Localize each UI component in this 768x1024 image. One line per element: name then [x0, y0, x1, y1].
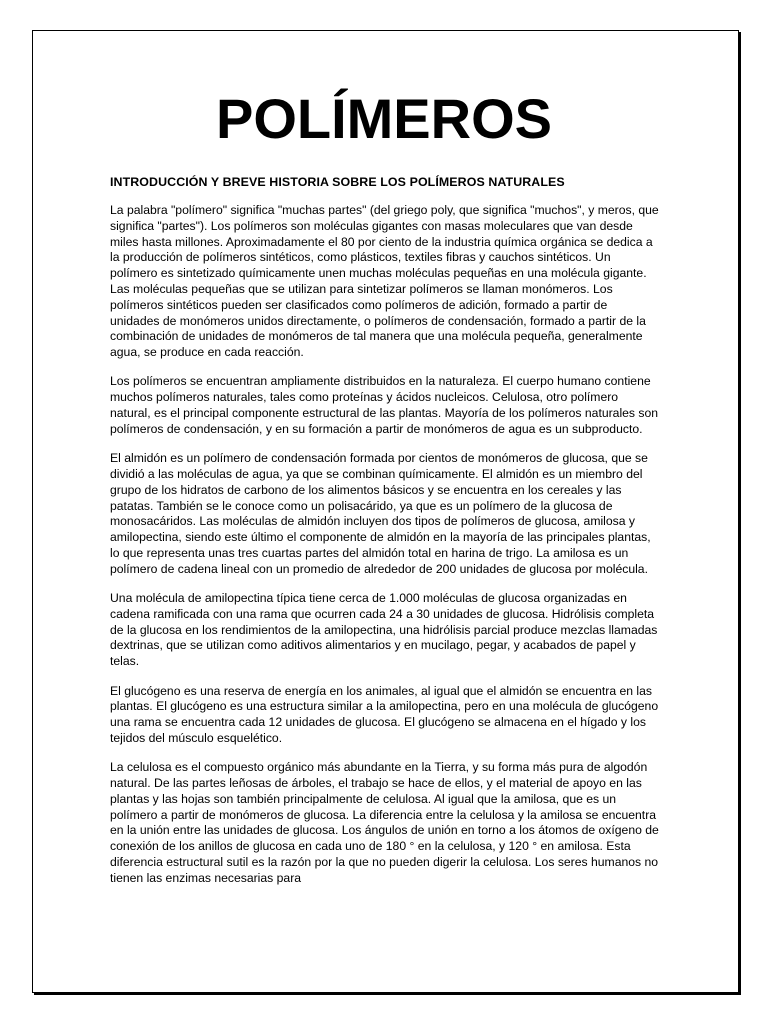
document-body	[110, 174, 660, 887]
paragraph-definition: La palabra "polímero" significa "muchas partes" (del griego poly, que significa "muchos", y meros, que significa "partes"). Los polímeros son moléculas gigantes con masas moleculares que van desde miles hasta millones. Aproximadamente el 80 por ciento de la industria química orgánica se dedica a la producción de polímeros sintéticos, como plásticos, textiles fibras y cauchos sintéticos. Un polímero es sintetizado químicamente unen muchas moléculas pequeñas en una molécula gigante. Las moléculas pequeñas que se utilizan para sintetizar polímeros se llaman monómeros. Los polímeros sintéticos pueden ser clasificados como polímeros de adición, formado a partir de unidades de monómeros unidos directamente, o polímeros de condensación, formado a partir de la combinación de unidades de monómeros de tal manera que una molécula pequeña, generalmente agua, se produce en cada reacción.	[110, 203, 659, 360]
section-heading: INTRODUCCIÓN Y BREVE HISTORIA SOBRE LOS POLÍMEROS NATURALES	[110, 175, 565, 189]
document-title: POLÍMEROS	[215, 87, 553, 150]
paragraph-cellulose: La celulosa es el compuesto orgánico más abundante en la Tierra, y su forma más pura de algodón natural. De las partes leñosas de árboles, el trabajo se hace de ellos, y el material de apoyo en las plantas y las hojas son también principalmente de celulosa. Al igual que la amilosa, que es un polímero a partir de monómeros de glucosa. La diferencia entre la celulosa y la amilosa se encuentra en la unión entre las unidades de glucosa. Los ángulos de unión en torno a los átomos de oxígeno de conexión de los anillos de glucosa en cada uno de 180 ° en la celulosa, y 120 ° en amilosa. Esta diferencia estructural sutil es la razón por la que no pueden digerir la celulosa. Los seres humanos no tienen las enzimas necesarias para	[110, 760, 659, 885]
paragraph-starch: El almidón es un polímero de condensación formada por cientos de monómeros de glucosa, que se dividió a las moléculas de agua, ya que se combinan químicamente. El almidón es un miembro del grupo de los hidratos de carbono de los alimentos básicos y se encuentra en los cereales y las patatas. También se le conoce como un polisacárido, ya que es un polímero de la glucosa de monosacáridos. Las moléculas de almidón incluyen dos tipos de polímeros de glucosa, amilosa y amilopectina, siendo este último el componente de almidón en la mayoría de las principales plantas, lo que representa unas tres cuartas partes del almidón total en harina de trigo. La amilosa es un polímero de cadena lineal con un promedio de alrededor de 200 unidades de glucosa por molécula.	[110, 451, 651, 576]
paragraph-amylopectin: Una molécula de amilopectina típica tiene cerca de 1.000 moléculas de glucosa organizadas en cadena ramificada con una rama que ocurren cada 24 a 30 unidades de glucosa. Hidrólisis completa de la glucosa en los rendimientos de la amilopectina, una hidrólisis parcial produce mezclas llamadas dextrinas, que se utilizan como aditivos alimentarios y en mucilago, pegar, y acabados de papel y telas.	[110, 591, 658, 669]
paragraph-glycogen: El glucógeno es una reserva de energía en los animales, al igual que el almidón se encuentra en las plantas. El glucógeno es una estructura similar a la amilopectina, pero en una molécula de glucógeno una rama se encuentra cada 12 unidades de glucosa. El glucógeno se almacena en el hígado y los tejidos del músculo esquelético.	[110, 683, 659, 745]
paragraph-natural-polymers: Los polímeros se encuentran ampliamente distribuidos en la naturaleza. El cuerpo humano contiene muchos polímeros naturales, tales como proteínas y ácidos nucleicos. Celulosa, otro polímero natural, es el principal componente estructural de las plantas. Mayoría de los polímeros naturales son polímeros de condensación, y en su formación a partir de monómeros de agua es un subproducto.	[110, 374, 659, 436]
